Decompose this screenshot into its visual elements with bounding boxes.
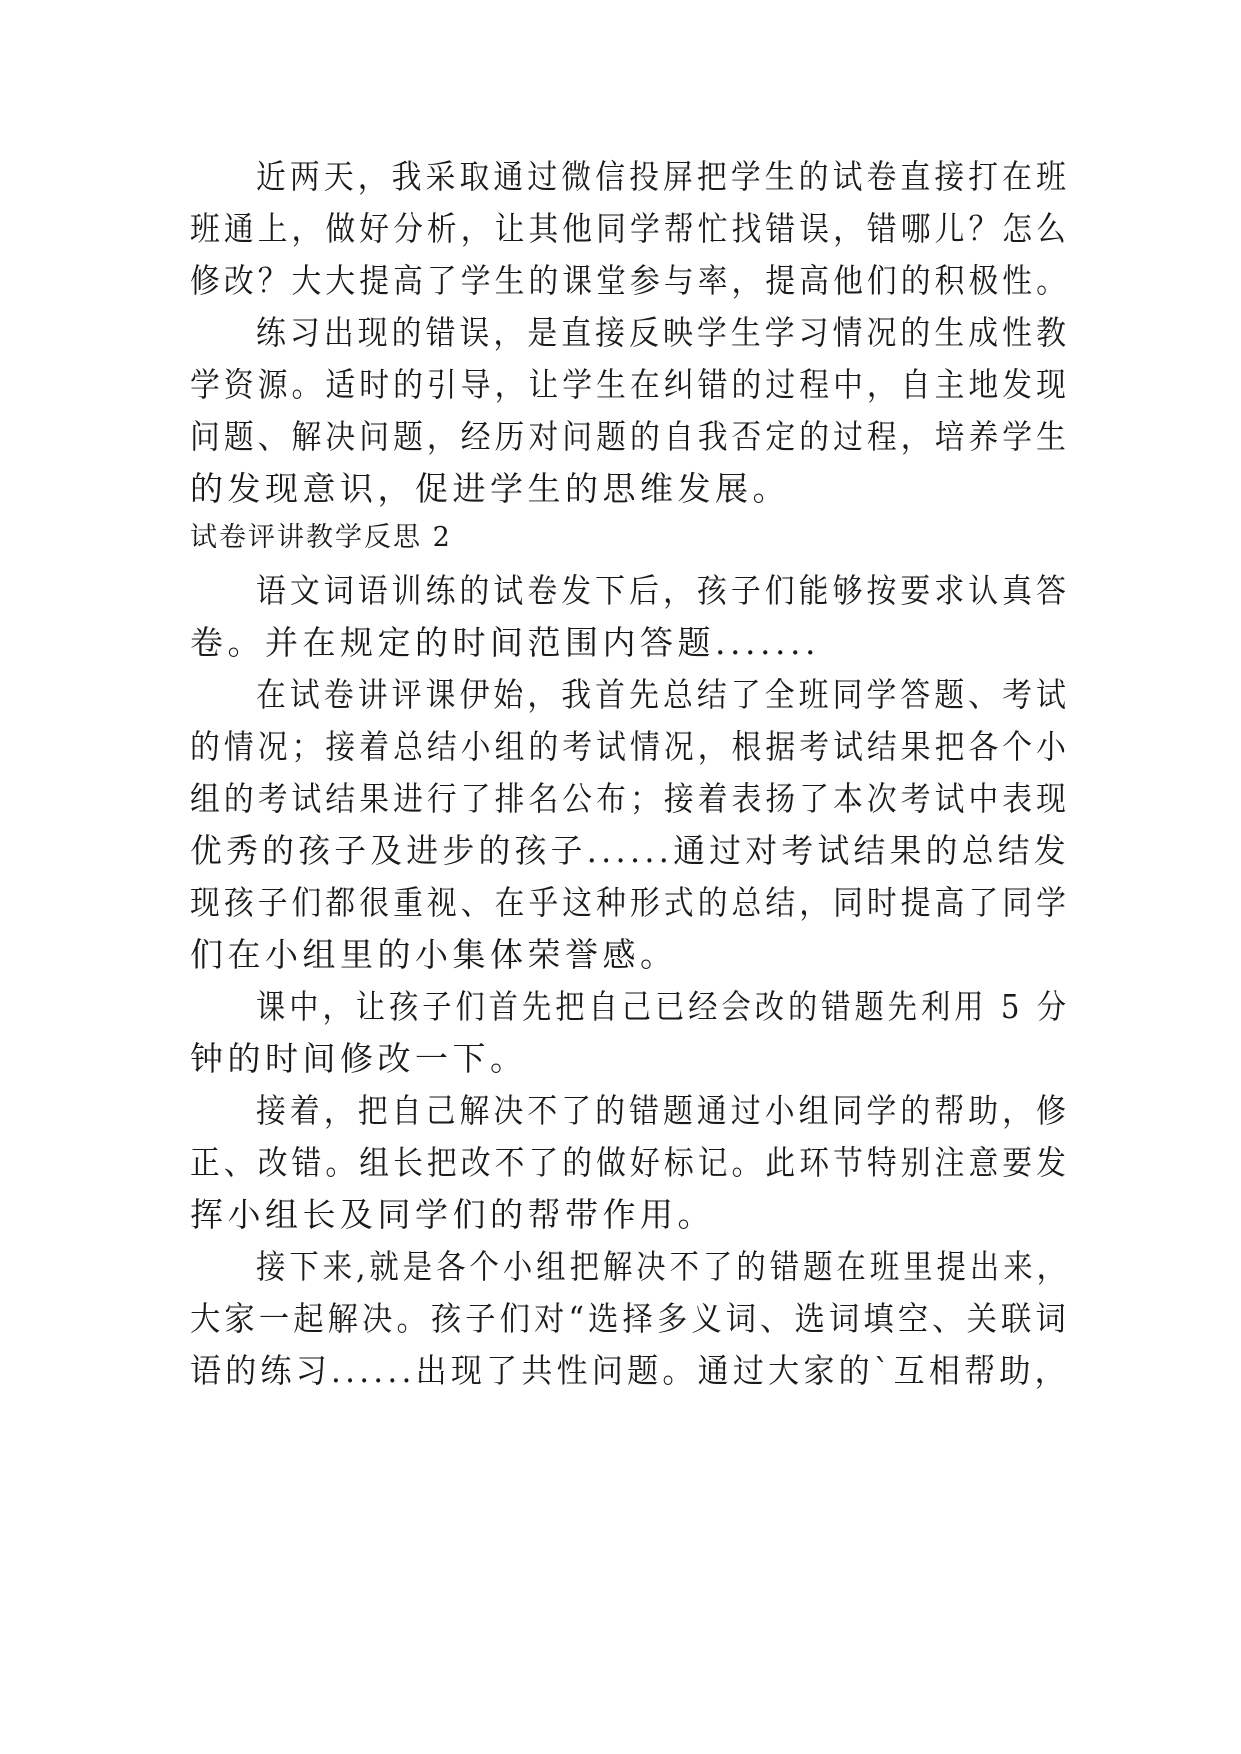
paragraph-line: 语的练习......出现了共性问题。通过大家的`互相帮助，: [190, 1351, 1070, 1390]
paragraph-line: 近两天，我采取通过微信投屏把学生的试卷直接打在班: [256, 157, 1070, 196]
paragraph-line: 学资源。适时的引导，让学生在纠错的过程中，自主地发现: [190, 365, 1070, 404]
paragraph-line: 卷。并在规定的时间范围内答题.......: [190, 623, 820, 662]
paragraph-line: 在试卷讲评课伊始，我首先总结了全班同学答题、考试: [256, 675, 1070, 714]
paragraph-line: 的发现意识，促进学生的思维发展。: [190, 469, 790, 508]
paragraph-line: 优秀的孩子及进步的孩子......通过对考试结果的总结发: [190, 831, 1070, 870]
paragraph-line: 现孩子们都很重视、在乎这种形式的总结，同时提高了同学: [190, 883, 1070, 922]
section-heading: 试卷评讲教学反思 2: [190, 522, 452, 553]
paragraph-line: 接着，把自己解决不了的错题通过小组同学的帮助，修: [256, 1091, 1070, 1130]
paragraph-line: 班通上，做好分析，让其他同学帮忙找错误，错哪儿？怎么: [190, 209, 1070, 248]
paragraph-line: 挥小组长及同学们的帮带作用。: [190, 1195, 715, 1234]
paragraph-line: 组的考试结果进行了排名公布；接着表扬了本次考试中表现: [190, 779, 1070, 818]
paragraph-line: 接下来,就是各个小组把解决不了的错题在班里提出来，: [256, 1247, 1070, 1286]
paragraph-line: 正、改错。组长把改不了的做好标记。此环节特别注意要发: [190, 1143, 1070, 1182]
paragraph-line: 练习出现的错误，是直接反映学生学习情况的生成性教: [256, 313, 1070, 352]
paragraph-line: 修改？大大提高了学生的课堂参与率，提高他们的积极性。: [190, 261, 1070, 300]
paragraph-line: 们在小组里的小集体荣誉感。: [190, 935, 678, 974]
paragraph-line: 课中，让孩子们首先把自己已经会改的错题先利用 5 分: [256, 987, 1070, 1026]
paragraph-line: 语文词语训练的试卷发下后，孩子们能够按要求认真答: [256, 571, 1070, 610]
paragraph-line: 的情况；接着总结小组的考试情况，根据考试结果把各个小: [190, 727, 1070, 766]
paragraph-line: 大家一起解决。孩子们对“选择多义词、选词填空、关联词: [190, 1299, 1070, 1338]
paragraph-line: 钟的时间修改一下。: [190, 1039, 528, 1078]
paragraph-line: 问题、解决问题，经历对问题的自我否定的过程，培养学生: [190, 417, 1070, 456]
